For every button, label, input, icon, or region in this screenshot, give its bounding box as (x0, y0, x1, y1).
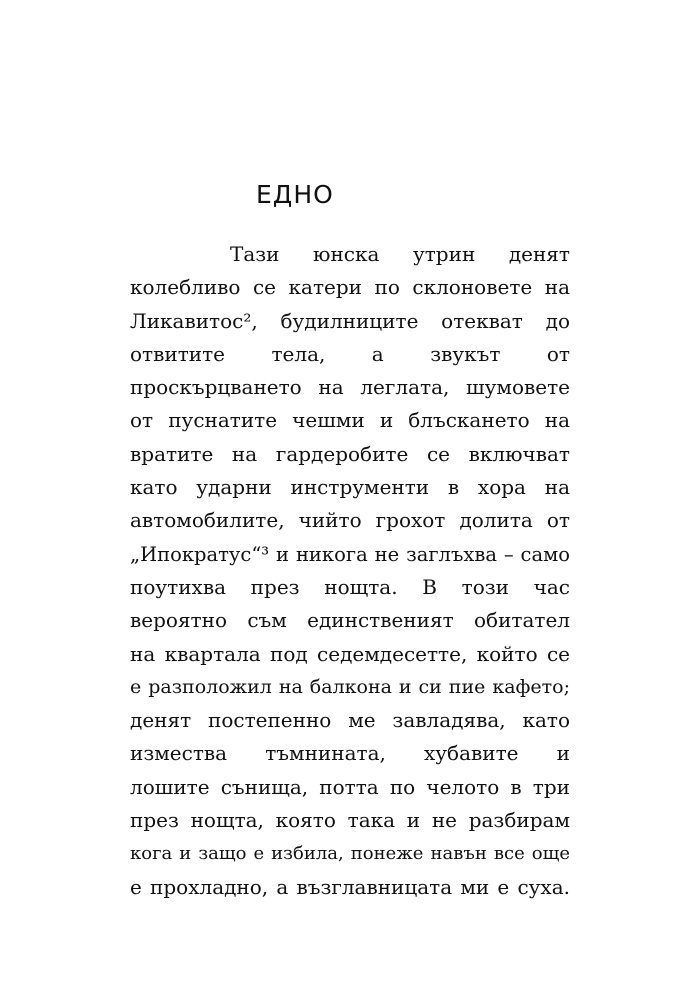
text-line: лошите сънища, потта по челото в три (130, 774, 570, 799)
text-line: на квартала под седемдесетте, който се (130, 641, 570, 666)
text-line: отвитите тела, а звукът от (130, 341, 570, 366)
text-line: измества тъмнината, хубавите и (130, 741, 570, 766)
text-line: е разположил на балкона и си пие кафето; (130, 675, 570, 698)
text-line: като ударни инструменти в хора на (130, 475, 570, 500)
text-line: вратите на гардеробите се включват (130, 441, 570, 466)
body-text (130, 238, 570, 904)
text-line: кога и защо е избила, понеже навън все още (130, 843, 570, 865)
text-line: проскърцването на леглата, шумовете (130, 375, 570, 400)
text-line: автомобилите, чийто грохот долита от (130, 508, 570, 533)
text-line: от пуснатите чешми и блъскането на (130, 408, 570, 433)
text-line: денят постепенно ме завладява, като (130, 708, 570, 733)
chapter-title: ЕДНО (256, 180, 334, 209)
text-line: „Ипократус“³ и никога не заглъхва – само (130, 542, 570, 566)
text-line: е прохладно, а възглавницата ми е суха. (130, 874, 570, 899)
text-line: вероятно съм единственият обитател (130, 608, 570, 633)
text-line: през нощта, която така и не разбирам (130, 808, 570, 833)
text-line: поутихва през нощта. В този час (130, 574, 570, 599)
text-line: Ликавитос², будилниците отекват до (130, 308, 570, 333)
text-line: Тази юнска утрин денят (230, 242, 570, 266)
text-line: колебливо се катери по склоновете на (130, 275, 570, 300)
